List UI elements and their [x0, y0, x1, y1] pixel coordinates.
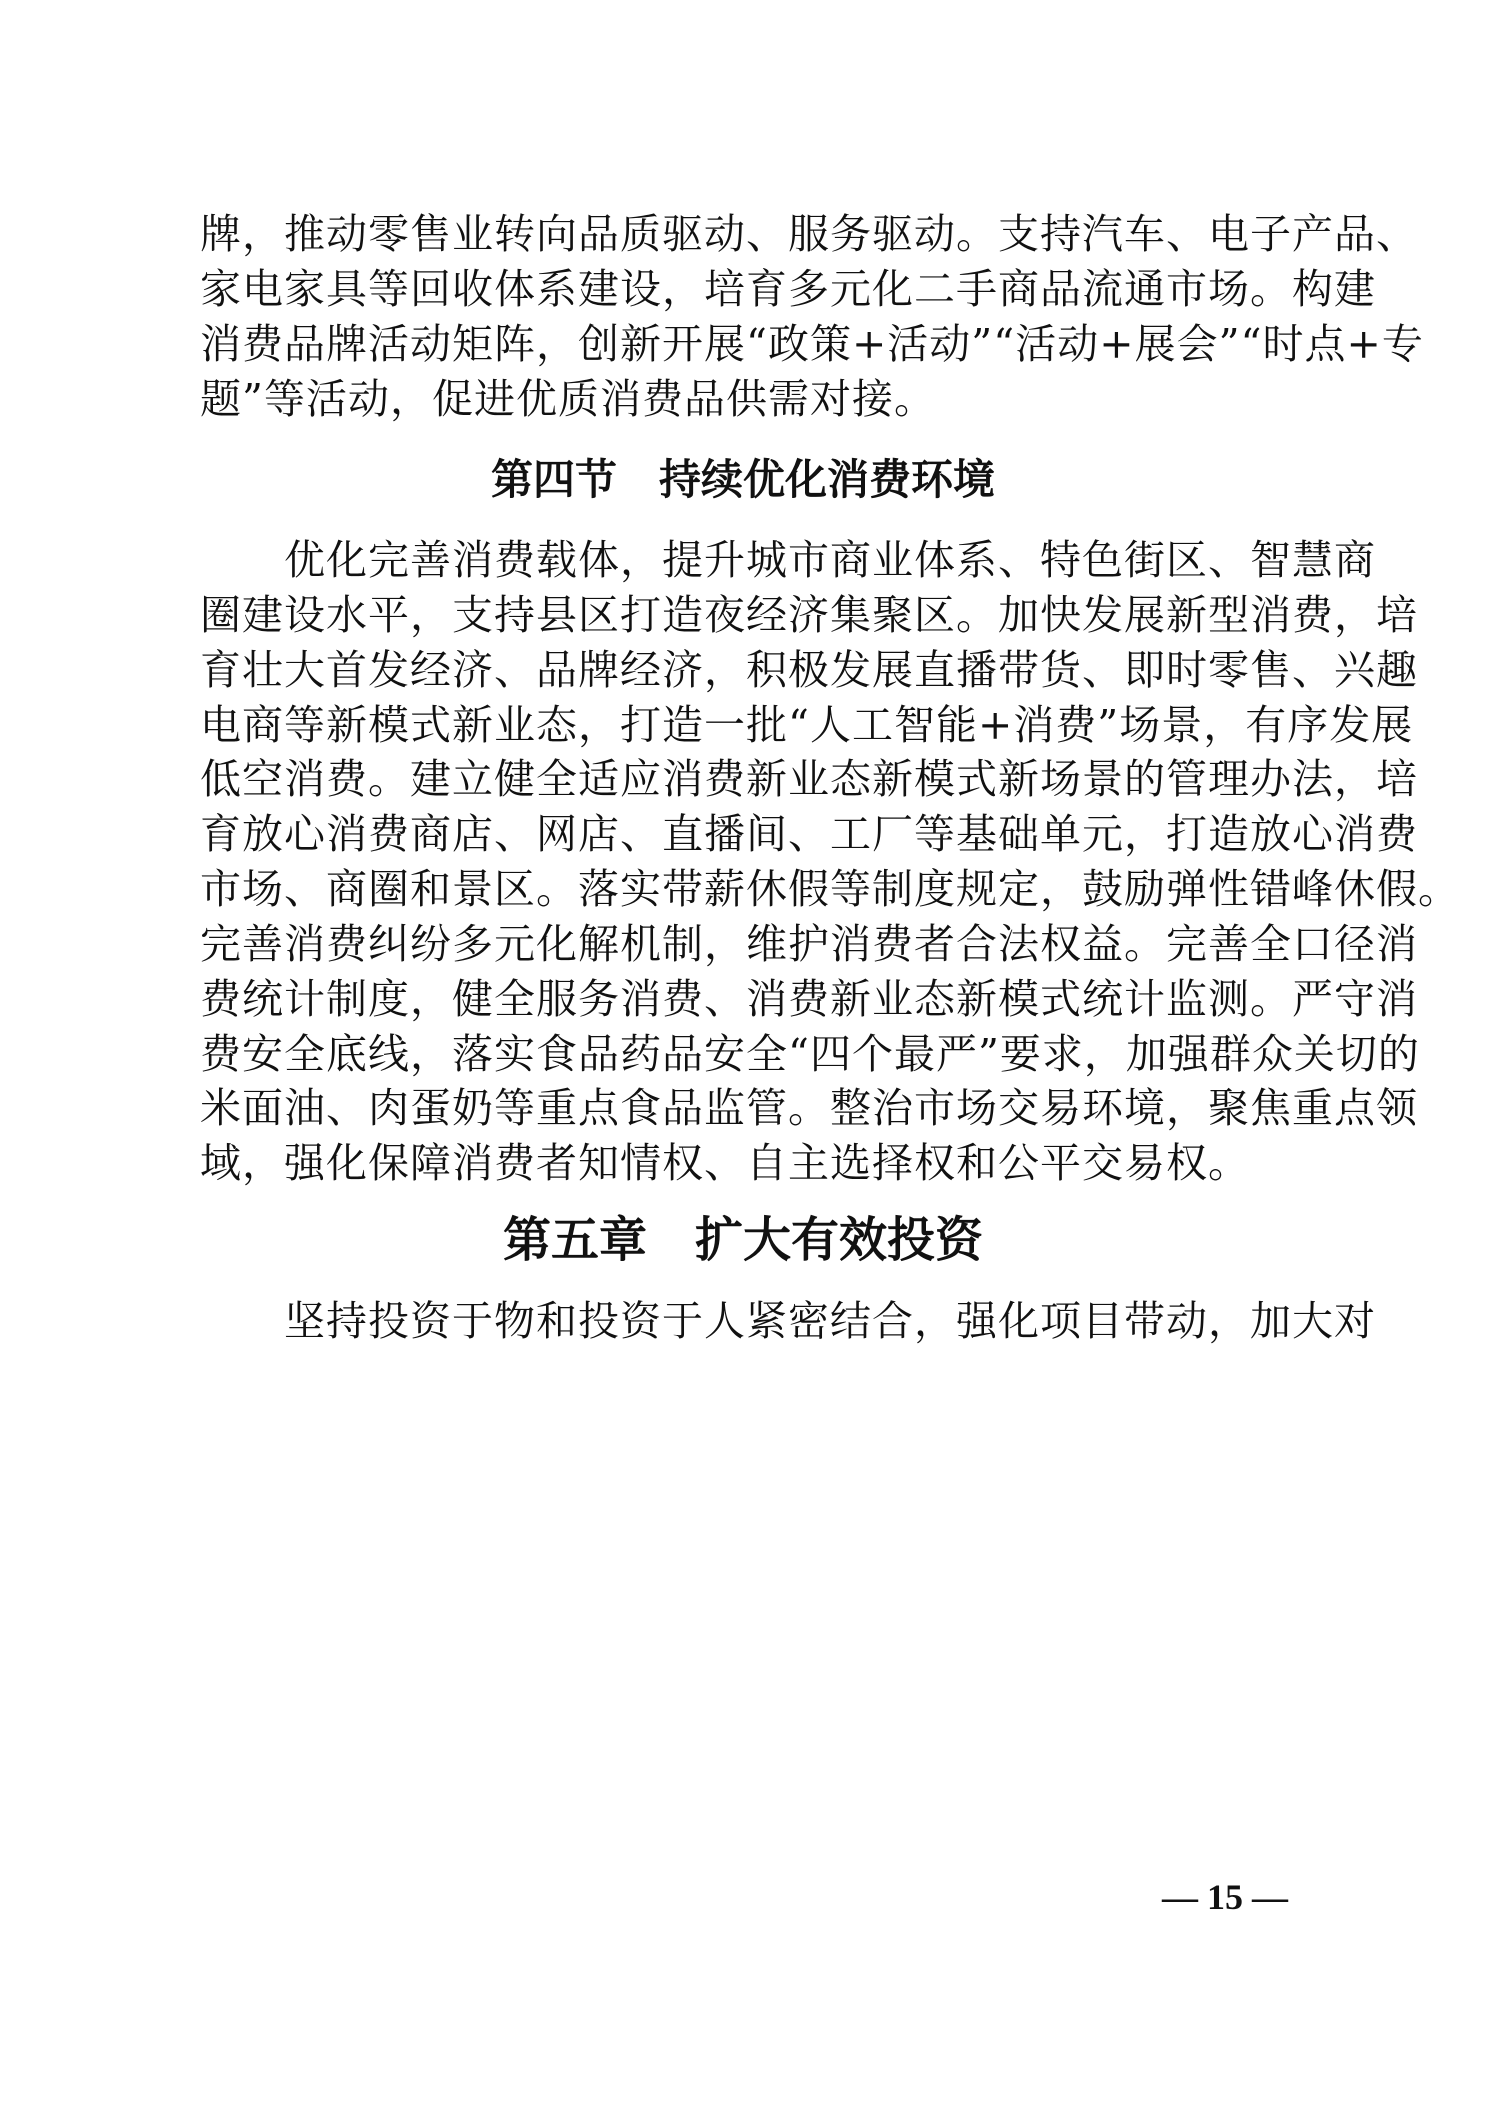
paragraph-line: 圈建设水平，支持县区打造夜经济集聚区。加快发展新型消费，培	[200, 591, 1418, 639]
paragraph-line: 育壮大首发经济、品牌经济，积极发展直播带货、即时零售、兴趣	[200, 646, 1418, 694]
paragraph-line: 费统计制度，健全服务消费、消费新业态新模式统计监测。严守消	[200, 975, 1418, 1023]
paragraph-line: 电商等新模式新业态，打造一批“人工智能+消费”场景，有序发展	[200, 701, 1414, 749]
page-number: — 15 —	[1162, 1877, 1288, 1917]
chapter-heading: 第五章 扩大有效投资	[502, 1212, 983, 1268]
paragraph-line: 市场、商圈和景区。落实带薪休假等制度规定，鼓励弹性错峰休假。	[200, 865, 1460, 913]
paragraph-line: 题”等活动，促进优质消费品供需对接。	[200, 375, 936, 423]
paragraph-line: 家电家具等回收体系建设，培育多元化二手商品流通市场。构建	[200, 265, 1376, 313]
paragraph-line: 育放心消费商店、网店、直播间、工厂等基础单元，打造放心消费	[200, 810, 1418, 858]
paragraph-line: 坚持投资于物和投资于人紧密结合，强化项目带动，加大对	[200, 1297, 1376, 1345]
paragraph-line: 消费品牌活动矩阵，创新开展“政策+活动”“活动+展会”“时点+专	[200, 320, 1424, 368]
section-heading: 第四节 持续优化消费环境	[490, 455, 995, 504]
paragraph-line: 完善消费纠纷多元化解机制，维护消费者合法权益。完善全口径消	[200, 920, 1418, 968]
paragraph-line: 优化完善消费载体，提升城市商业体系、特色街区、智慧商	[200, 536, 1376, 584]
paragraph-line: 牌，推动零售业转向品质驱动、服务驱动。支持汽车、电子产品、	[200, 210, 1418, 258]
paragraph-line: 米面油、肉蛋奶等重点食品监管。整治市场交易环境，聚焦重点领	[200, 1084, 1418, 1132]
paragraph-line: 域，强化保障消费者知情权、自主选择权和公平交易权。	[200, 1139, 1250, 1187]
paragraph-line: 低空消费。建立健全适应消费新业态新模式新场景的管理办法，培	[200, 755, 1418, 803]
paragraph-line: 费安全底线，落实食品药品安全“四个最严”要求，加强群众关切的	[200, 1030, 1420, 1078]
